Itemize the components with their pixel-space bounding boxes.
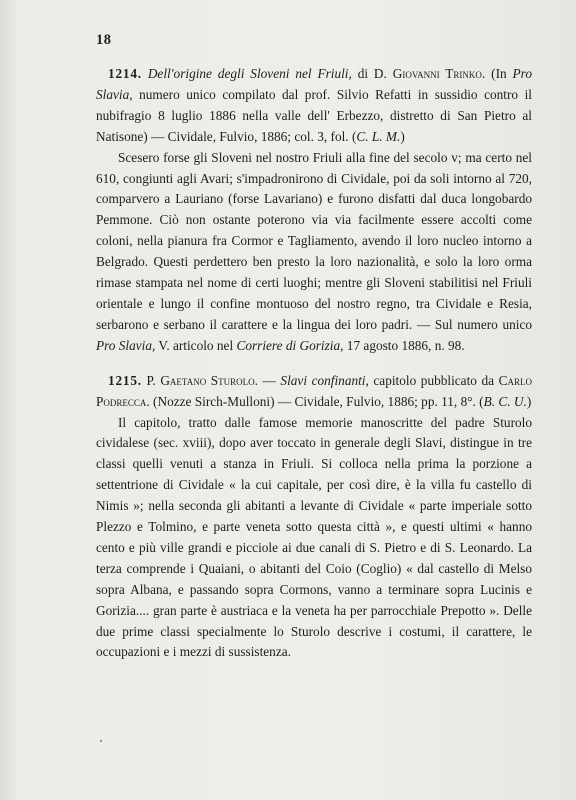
citation-text: numero unico compilato dal prof. Silvio Refatti in sussidio contro il nubifragio 8 luglio 1886 nella valle dell' Erbezzo, distretto di San Pietro al Natisone) — Cividale, Fulvio, 1886; col. 3, fol. (: [96, 86, 532, 144]
publication-title: Pro Slavia,: [96, 66, 532, 102]
citation-text: . (Nozze Sirch-Mulloni) — Cividale, Fulvio, 1886; pp. 11, 8°. (: [146, 393, 484, 409]
summary-text: V. articolo nel: [155, 337, 237, 353]
library-code: B. C. U.: [483, 393, 527, 409]
entry-editor: Carlo Podrecca: [96, 372, 532, 409]
entry-citation: [96, 371, 532, 413]
citation-text: . (In: [481, 66, 513, 81]
citation-text: ): [526, 393, 532, 409]
citation-text: capitolo pubblicato da: [368, 372, 499, 388]
summary-text: Scesero forse gli Sloveni nel nostro Friuli alla fine del secolo v; ma certo nel 610, congiunti agli Avari; s'impadronirono di Cividale, poi da soli intorno al 720, comparvero a Lauriano (forse Lavariano) e furono disfatti dal duca longobardo Pemmone. Ciò non ostante poterono via via facilmente essere accolti come coloni, nella pianura fra Cormor e Tagliamento, avendo il loro nucleo intorno a Belgrado. Questi perdettero ben presto la loro nazionalità, e solo la loro orma rimase stampata nel nome di certi luoghi; mentre gli Sloveni stabilitisi nel Friuli orientale e lungo il confine montuoso del nostro regno, tra Cividale e Resia, serbarono e serbano il carattere e la lingua dei loro padri. — Sul numero unico: [96, 149, 532, 332]
citation-text: di D.: [351, 66, 393, 81]
bibliography-entry-1214: [96, 64, 532, 357]
summary-text: 17 agosto 1886, n. 98.: [343, 337, 465, 353]
citation-text: . —: [254, 372, 281, 388]
entry-number: 1214.: [108, 66, 142, 81]
citation-text: P.: [141, 372, 161, 388]
entry-number: 1215.: [108, 372, 142, 388]
bibliography-entry-1215: [96, 371, 532, 664]
summary-italic: Corriere di Gorizia,: [236, 337, 344, 353]
entry-summary: [96, 148, 532, 357]
page-number: 18: [96, 32, 112, 48]
page-text: [96, 64, 532, 677]
summary-italic: Pro Slavia,: [96, 337, 156, 353]
entry-author: Gaetano Sturolo: [160, 372, 255, 388]
paper-speck: [100, 740, 102, 742]
entry-title: Slavi confinanti,: [280, 372, 369, 388]
entry-title: Dell'origine degli Sloveni nel Friuli,: [147, 66, 352, 81]
entry-citation: [96, 64, 532, 148]
library-code: C. L. M.: [356, 128, 401, 144]
entry-author: Giovanni Trinko: [392, 66, 482, 81]
citation-text: ): [400, 128, 405, 144]
summary-text: Il capitolo, tratto dalle famose memorie manoscritte del padre Sturolo cividalese (sec. xviii), dopo aver toccato in generale degli Slavi, distingue in tre classi quelli venuti a stanza in Friuli. Si colloca nella prima la porzione a settentrione di Cividale « la cui capitale, per così dire, è la villa fu castello di Nimis »; nella seconda gli abitanti a levante di Cividale « parte imperiale sotto Plezzo e Tolmino, e parte veneta sotto questa città », e questi ultimi « hanno cento e più ville grandi e picciole ai due canali di S. Pietro e di S. Leonardo. La terza comprende i Quaiani, o abitanti del Coio (Coglio) « dal castello di Melso sopra Albana, e passando sopra Cormons, vanno a terminare sopra Lucinis e Gorizia.... gran parte è austriaca e la veneta ha per parrocchiale Prepotto ». Delle due prime classi specialmente lo Sturolo descrive i costumi, il carattere, le occupazioni e i mezzi di sussistenza.: [96, 414, 532, 660]
entry-summary: [96, 413, 532, 664]
